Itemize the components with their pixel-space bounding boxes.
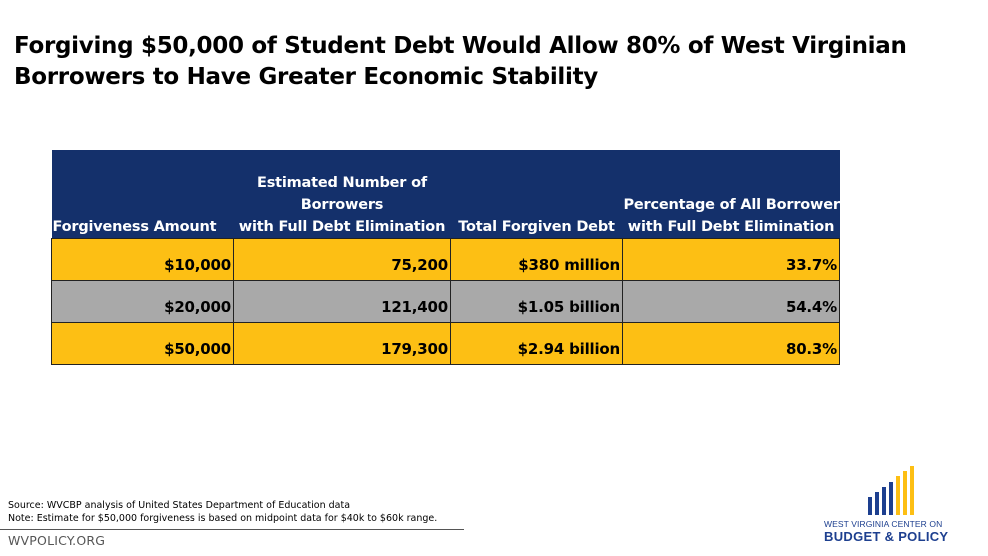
- source-note: Source: WVCBP analysis of United States Department of Education data: [8, 500, 351, 511]
- header-line: with Full Debt Elimination: [627, 218, 835, 235]
- cell-forgiven-debt: $2.94 billion: [451, 322, 623, 364]
- header-percentage-borrowers: [623, 150, 849, 238]
- logo-text-bottom: BUDGET & POLICY: [824, 529, 949, 544]
- page-title: [14, 31, 914, 93]
- title-line-1: Forgiving $50,000 of Student Debt Would Allow 80% of West Virginian: [14, 33, 907, 59]
- header-estimated-borrowers: [234, 150, 451, 238]
- header-total-forgiven-debt: [451, 150, 623, 238]
- cell-forgiveness-amount: $20,000: [52, 280, 234, 322]
- logo-text-top: WEST VIRGINIA CENTER ON: [824, 519, 943, 529]
- method-note: Note: Estimate for $50,000 forgiveness is based on midpoint data for $40k to $60k range.: [8, 513, 438, 524]
- cell-borrowers: 75,200: [234, 238, 451, 280]
- cell-borrowers: 121,400: [234, 280, 451, 322]
- data-table: [51, 150, 849, 365]
- footer-notes: [8, 499, 437, 525]
- footer-divider: [0, 529, 464, 530]
- header-line: Borrowers: [300, 196, 384, 213]
- header-line: Total Forgiven Debt: [458, 218, 615, 235]
- cell-percentage: 54.4%: [623, 280, 840, 322]
- bar-chart-logo-icon: [866, 463, 926, 517]
- table-header-row: [52, 150, 840, 238]
- cell-borrowers: 179,300: [234, 322, 451, 364]
- header-line: Percentage of All Borrowers: [623, 196, 849, 213]
- table-row: [52, 238, 840, 280]
- cell-percentage: 80.3%: [623, 322, 840, 364]
- organization-logo: [816, 463, 976, 549]
- title-line-2: Borrowers to Have Greater Economic Stability: [14, 64, 598, 90]
- header-line: Estimated Number of: [257, 174, 427, 191]
- header-forgiveness-amount: [52, 150, 234, 238]
- header-line: Forgiveness Amount: [52, 218, 217, 235]
- cell-forgiveness-amount: $10,000: [52, 238, 234, 280]
- table-row: [52, 322, 840, 364]
- cell-percentage: 33.7%: [623, 238, 840, 280]
- header-line: with Full Debt Elimination: [238, 218, 446, 235]
- cell-forgiven-debt: $380 million: [451, 238, 623, 280]
- cell-forgiveness-amount: $50,000: [52, 322, 234, 364]
- table-row: [52, 280, 840, 322]
- website-link[interactable]: WVPOLICY.ORG: [8, 533, 106, 548]
- cell-forgiven-debt: $1.05 billion: [451, 280, 623, 322]
